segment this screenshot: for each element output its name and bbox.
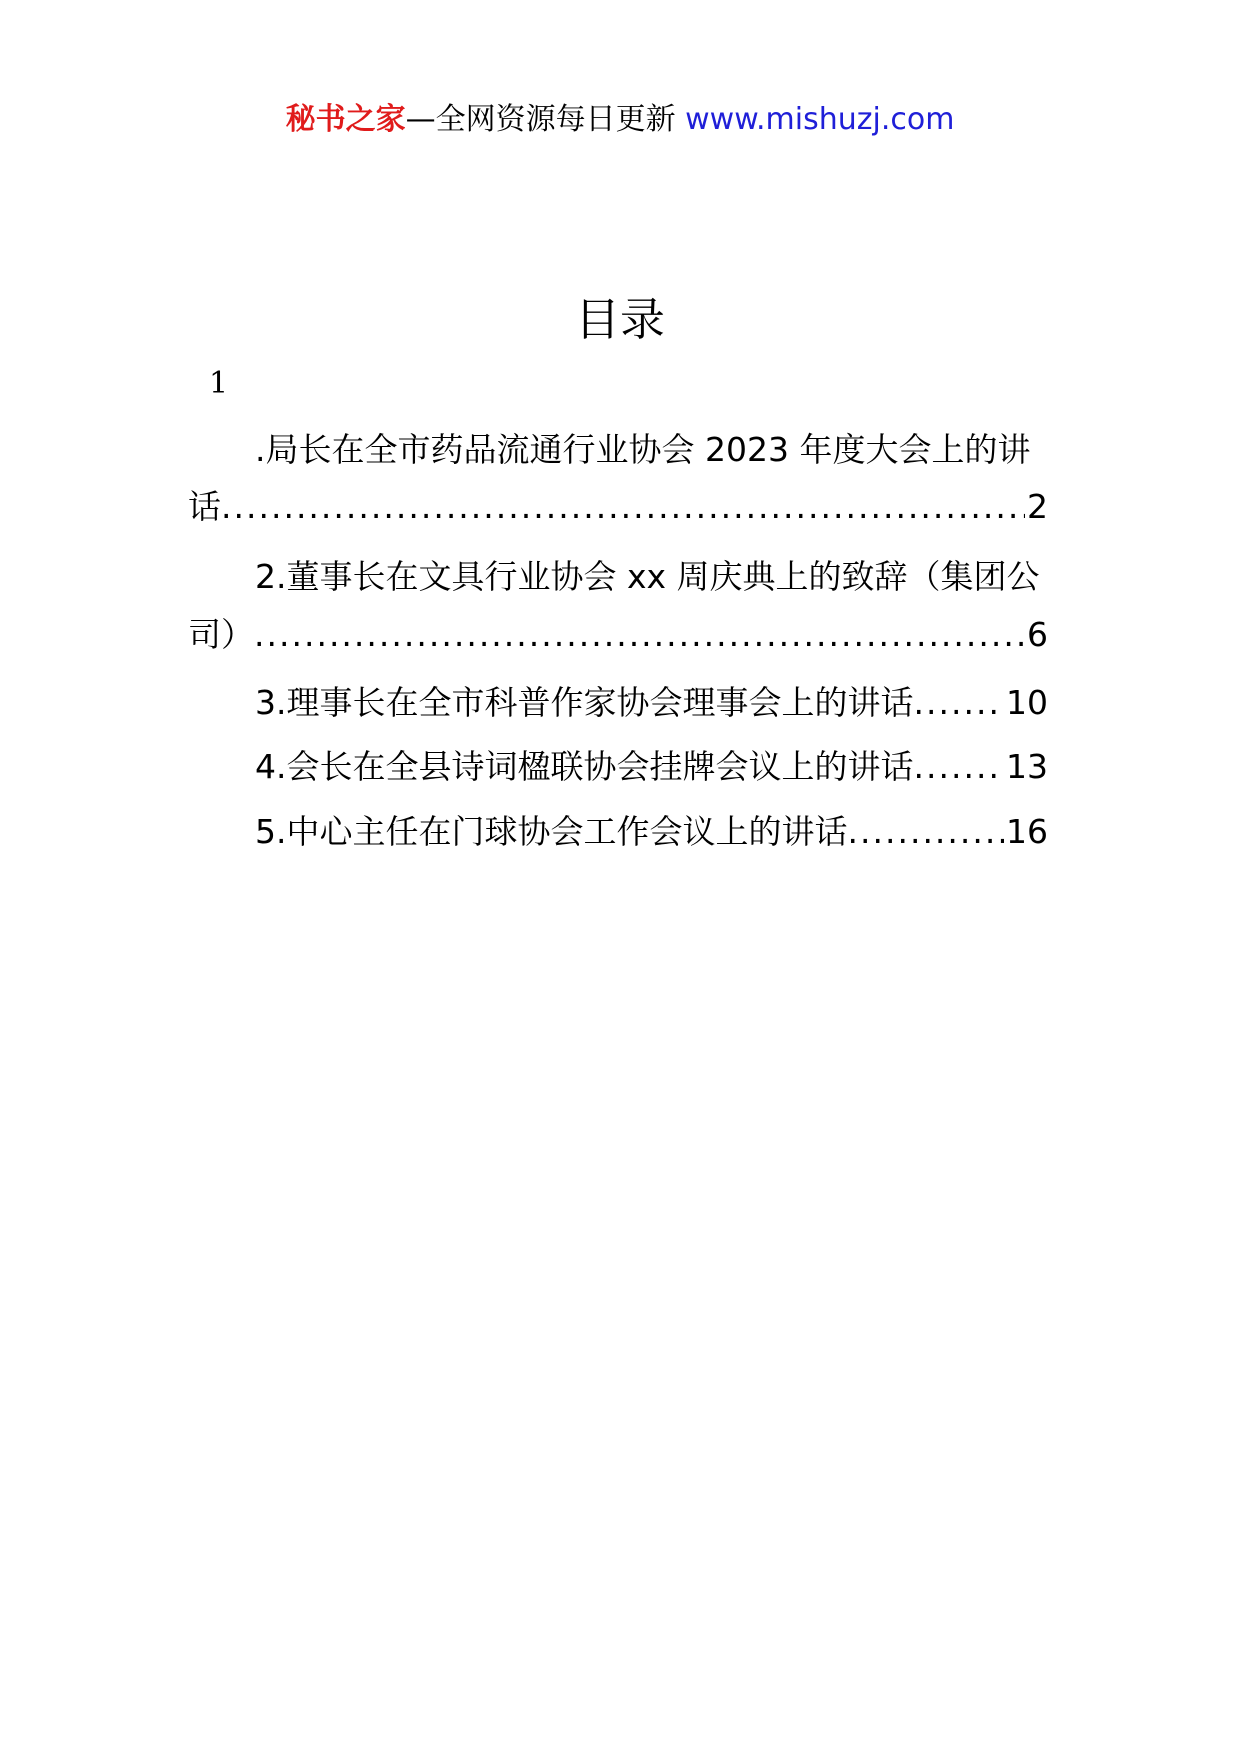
toc-leader-dots [914,745,1005,789]
toc-leader-dots [848,810,1005,854]
toc-item-3-page: 10 [1006,683,1048,722]
site-header [0,100,1240,140]
toc-item-4-page: 13 [1006,747,1048,786]
page-title: 目录 [574,293,665,346]
toc-item-1-text: 话 [188,487,221,526]
toc-item-1-page: 2 [1027,487,1048,526]
toc-leader-dots [221,485,1025,529]
toc-item-5-text: 5.中心主任在门球协会工作会议上的讲话 [255,812,848,851]
site-url-link[interactable]: www.mishuzj.com [685,102,955,137]
toc-item-2-line-2[interactable] [188,613,1048,657]
toc-item-5[interactable] [255,810,1048,854]
toc-leader-dots [254,613,1025,657]
toc-item-3[interactable] [255,681,1048,725]
toc-item-2-text: 司） [188,615,254,654]
toc-item-2-page: 6 [1027,615,1048,654]
toc-leader-dots [914,681,1005,725]
list-number-marker: 1 [209,366,229,401]
toc-item-4[interactable] [255,745,1048,789]
site-brand: 秘书之家 [285,102,406,137]
toc-item-5-page: 16 [1006,812,1048,851]
site-slogan: —全网资源每日更新 [405,102,676,137]
toc-item-1-line-1[interactable]: .局长在全市药品流通行业协会 2023 年度大会上的讲 [255,430,1031,469]
toc-item-4-text: 4.会长在全县诗词楹联协会挂牌会议上的讲话 [255,747,914,786]
toc-item-2-line-1[interactable]: 2.董事长在文具行业协会 xx 周庆典上的致辞（集团公 [255,557,1040,596]
toc-item-1-line-2[interactable] [188,485,1048,529]
toc-item-3-text: 3.理事长在全市科普作家协会理事会上的讲话 [255,683,914,722]
